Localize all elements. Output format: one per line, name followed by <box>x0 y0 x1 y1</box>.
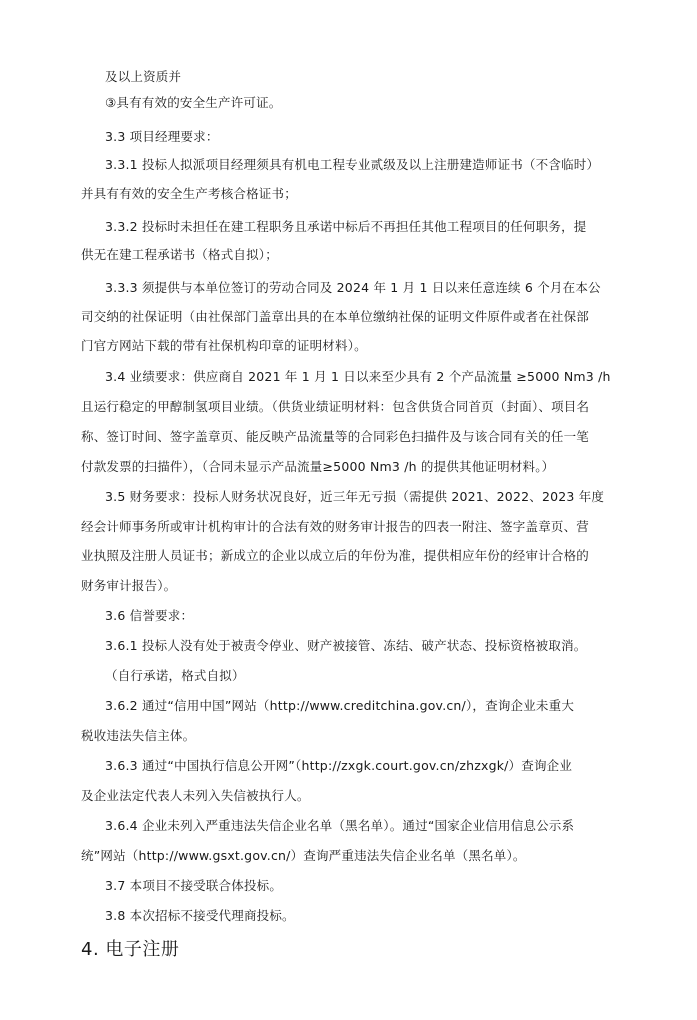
text-line: 称、签订时间、签字盖章页、能反映产品流量等的合同彩色扫描件及与该合同有关的任一笔 <box>81 429 590 444</box>
text-line: 经会计师事务所或审计机构审计的合法有效的财务审计报告的四表一附注、签字盖章页、营 <box>81 519 590 534</box>
text-line: 及以上资质并 <box>105 69 182 84</box>
text-line: 3.3 项目经理要求： <box>105 129 219 144</box>
text-line: 及企业法定代表人未列入失信被执行人。 <box>81 788 310 803</box>
text-line: 且运行稳定的甲醇制氢项目业绩。（供货业绩证明材料：包含供货合同首页（封面）、项目名 <box>81 399 590 414</box>
text-line: 并具有有效的安全生产考核合格证书； <box>81 186 297 201</box>
text-line: 业执照及注册人员证书；新成立的企业以成立后的年份为准，提供相应年份的经审计合格的 <box>81 548 590 563</box>
text-line: 税收违法失信主体。 <box>81 728 196 743</box>
text-line: 财务审计报告）。 <box>81 578 177 593</box>
text-line: 统”网站（http://www.gsxt.gov.cn/）查询严重违法失信企业名单（黑名单）。 <box>81 848 526 863</box>
text-line: 3.7 本项目不接受联合体投标。 <box>105 878 283 893</box>
section-heading: 4. 电子注册 <box>81 939 180 960</box>
text-line: 3.6.1 投标人没有处于被责令停业、财产被接管、冻结、破产状态、投标资格被取消。 <box>105 638 587 653</box>
text-line: 供无在建工程承诺书（格式自拟）； <box>81 247 278 262</box>
text-line: 3.3.1 投标人拟派项目经理须具有机电工程专业贰级及以上注册建造师证书（不含临时） <box>105 157 600 172</box>
text-line: 司交纳的社保证明（由社保部门盖章出具的在本单位缴纳社保的证明文件原件或者在社保部 <box>81 309 590 324</box>
text-line: 付款发票的扫描件），（合同未显示产品流量≥5000 Nm3 /h 的提供其他证明材料。） <box>81 459 555 474</box>
text-line: 3.4 业绩要求：供应商自 2021 年 1 月 1 日以来至少具有 2 个产品流量 ≥5000 Nm3 /h <box>105 369 611 384</box>
text-line: 3.3.3 须提供与本单位签订的劳动合同及 2024 年 1 月 1 日以来任意连续 6 个月在本公 <box>105 280 601 295</box>
text-line: 3.6 信誉要求： <box>105 608 194 623</box>
text-line: （自行承诺，格式自拟） <box>105 668 245 683</box>
text-line: 3.6.2 通过“信用中国”网站（http://www.creditchina.gov.cn/），查询企业未重大 <box>105 698 575 713</box>
text-line: 3.5 财务要求：投标人财务状况良好，近三年无亏损（需提供 2021、2022、2023 年度 <box>105 489 605 504</box>
text-line: 3.3.2 投标时未担任在建工程职务且承诺中标后不再担任其他工程项目的任何职务，提 <box>105 219 587 234</box>
text-line: 3.6.3 通过“中国执行信息公开网”（http://zxgk.court.gov.cn/zhzxgk/）查询企业 <box>105 758 573 773</box>
text-line: 门官方网站下载的带有社保机构印章的证明材料）。 <box>81 338 367 353</box>
text-line: 3.8 本次招标不接受代理商投标。 <box>105 908 295 923</box>
text-line: 3.6.4 企业未列入严重违法失信企业名单（黑名单）。通过“国家企业信用信息公示系 <box>105 818 575 833</box>
text-line: ③具有有效的安全生产许可证。 <box>105 95 282 110</box>
